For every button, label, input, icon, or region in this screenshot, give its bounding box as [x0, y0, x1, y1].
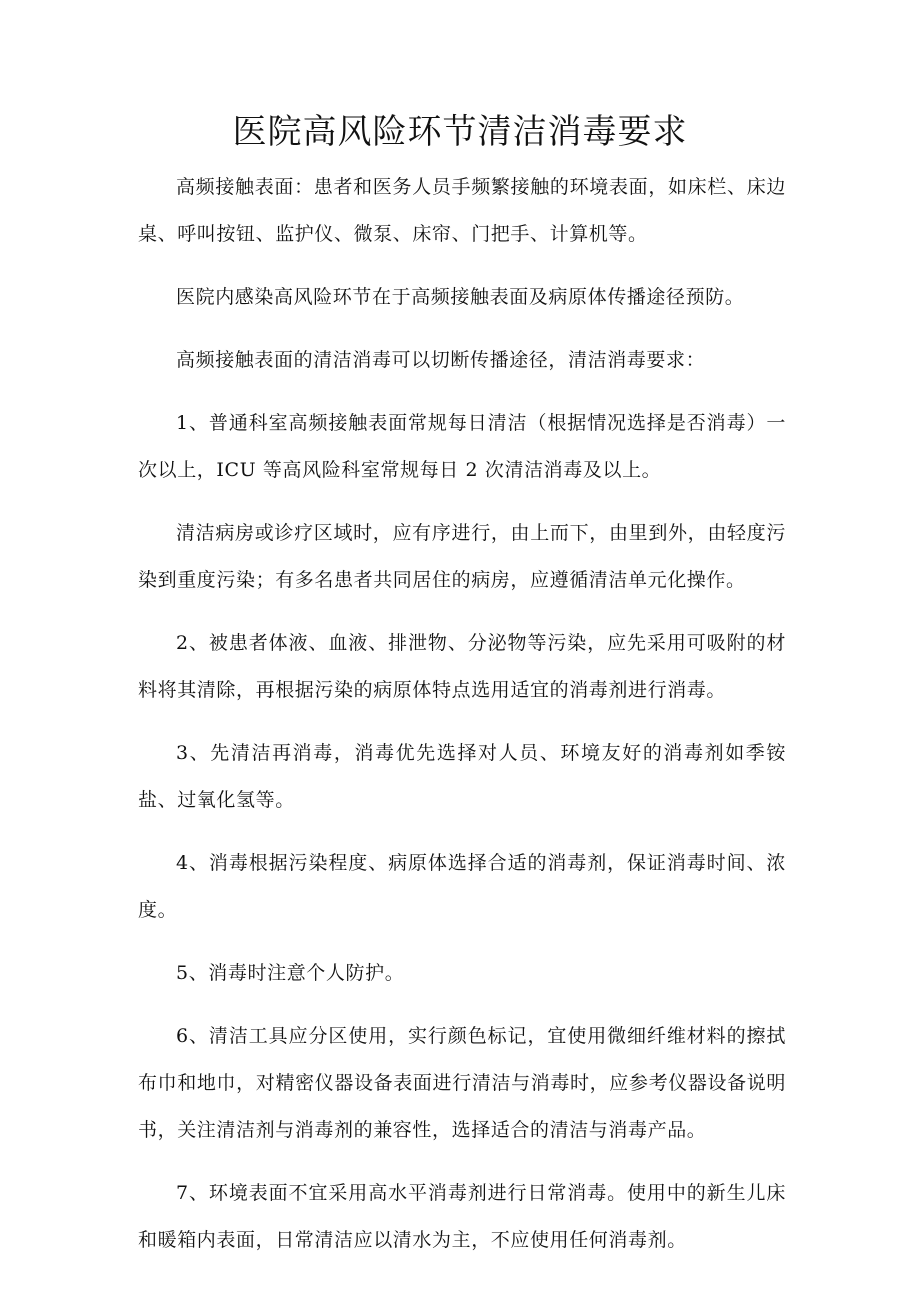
- paragraph-item-6: 6、清洁工具应分区使用，实行颜色标记，宜使用微细纤维材料的擦拭布巾和地巾，对精密仪器设备表面进行清洁与消毒时，应参考仪器设备说明书，关注清洁剂与消毒剂的兼容性，选择适合的清洁与消毒产品。: [138, 1025, 786, 1141]
- paragraph-requirements-intro: 高频接触表面的清洁消毒可以切断传播途径，清洁消毒要求：: [176, 349, 706, 371]
- paragraph-high-touch-definition: 高频接触表面：患者和医务人员手频繁接触的环境表面，如床栏、床边桌、呼叫按钮、监护仪、微泵、床帘、门把手、计算机等。: [138, 176, 786, 245]
- paragraph-risk-focus: 医院内感染高风险环节在于高频接触表面及病原体传播途径预防。: [176, 286, 745, 308]
- paragraph-item-7: 7、环境表面不宜采用高水平消毒剂进行日常消毒。使用中的新生儿床和暖箱内表面，日常清洁应以清水为主，不应使用任何消毒剂。: [138, 1182, 786, 1251]
- paragraph-cleaning-order: 清洁病房或诊疗区域时，应有序进行，由上而下，由里到外，由轻度污染到重度污染；有多名患者共同居住的病房，应遵循清洁单元化操作。: [138, 522, 786, 591]
- paragraph-item-2: 2、被患者体液、血液、排泄物、分泌物等污染，应先采用可吸附的材料将其清除，再根据污染的病原体特点选用适宜的消毒剂进行消毒。: [138, 632, 786, 701]
- document-title: 医院高风险环节清洁消毒要求: [232, 112, 688, 152]
- paragraph-item-3: 3、先清洁再消毒，消毒优先选择对人员、环境友好的消毒剂如季铵盐、过氧化氢等。: [138, 742, 786, 811]
- paragraph-item-5: 5、消毒时注意个人防护。: [176, 962, 405, 984]
- paragraph-item-1: 1、普通科室高频接触表面常规每日清洁（根据情况选择是否消毒）一次以上，ICU 等高风险科室常规每日 2 次清洁消毒及以上。: [138, 412, 786, 481]
- paragraph-item-4: 4、消毒根据污染程度、病原体选择合适的消毒剂，保证消毒时间、浓度。: [138, 852, 786, 921]
- document-body: [138, 164, 786, 1280]
